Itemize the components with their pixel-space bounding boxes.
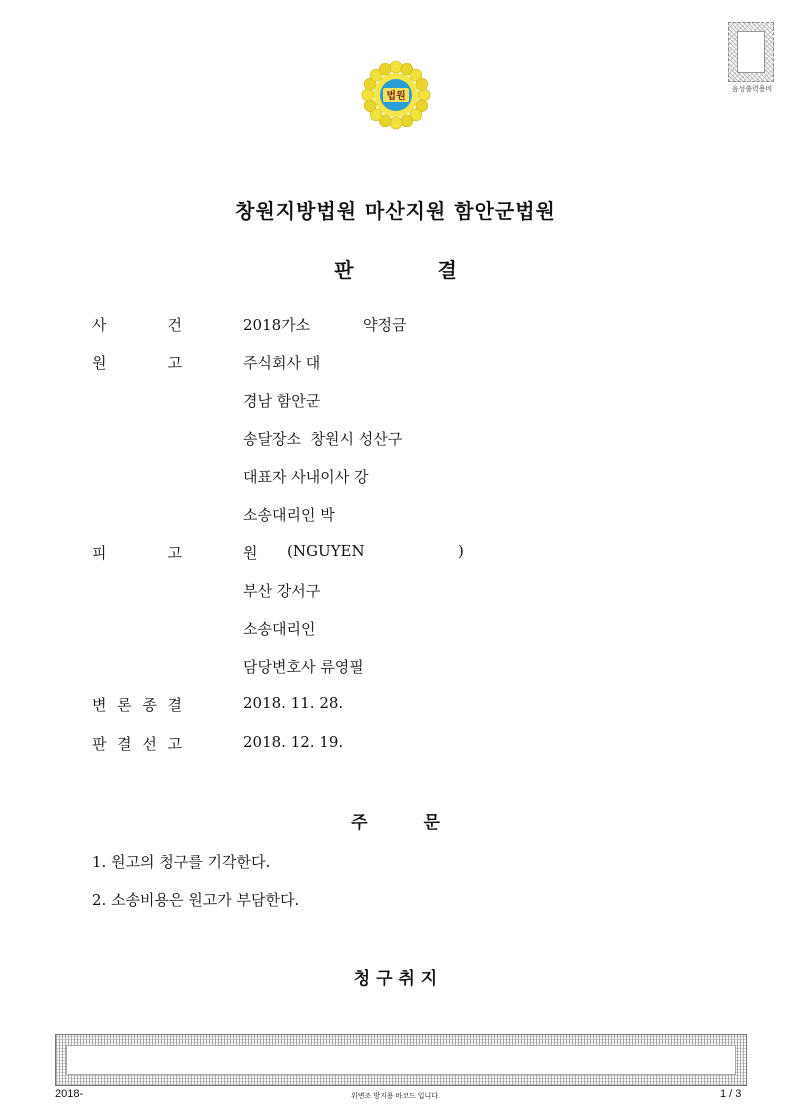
- anti-forgery-barcode: [55, 1034, 747, 1086]
- closing-date: 2018. 11. 28.: [243, 694, 344, 712]
- claim-heading: 청 구 취 지: [353, 969, 438, 989]
- case-type: 약정금: [363, 316, 407, 334]
- label-pronounce: 판 결 선 고: [92, 735, 182, 753]
- defendant-line: 담당변호사 류영필: [243, 658, 364, 676]
- emblem-text: 법원: [386, 91, 406, 102]
- footer-case-number: 2018-: [55, 1088, 84, 1100]
- pronounce-date: 2018. 12. 19.: [243, 733, 344, 751]
- court-emblem-icon: [358, 55, 434, 131]
- court-name: 창원지방법원 마산지원 함안군법원: [235, 199, 556, 223]
- title-char-2: 결: [437, 258, 457, 282]
- judgment-title: [0, 254, 791, 283]
- defendant-line: 부산 강서구: [243, 582, 321, 600]
- plaintiff-line: 송달장소 창원시 성산구: [243, 430, 403, 448]
- plaintiff-line: 주식회사 대: [243, 354, 321, 372]
- order-heading: 주 문: [351, 813, 440, 833]
- label-closing: 변 론 종 결: [92, 696, 182, 714]
- label-case: 사 건: [92, 316, 182, 334]
- order-item: 1. 원고의 청구를 기각한다.: [92, 853, 271, 871]
- defendant-paren-close: ): [458, 542, 464, 560]
- label-plaintiff: 원 고: [92, 354, 182, 372]
- defendant-line: 소송대리인: [243, 620, 316, 638]
- footer-barcode-note: 위변조 방지용 바코드 입니다.: [351, 1093, 440, 1100]
- barcode-caption: 음성출력용비: [731, 85, 773, 93]
- page-number: 1 / 3: [720, 1088, 742, 1100]
- plaintiff-line: 경남 함안군: [243, 392, 321, 410]
- barcode-stamp-box: [728, 22, 774, 82]
- case-number: 2018가소: [243, 316, 311, 334]
- title-char-1: 판: [334, 258, 354, 282]
- plaintiff-line: 대표자 사내이사 강: [243, 468, 369, 486]
- order-item: 2. 소송비용은 원고가 부담한다.: [92, 891, 300, 909]
- defendant-name: 원: [243, 544, 258, 562]
- label-defendant: 피 고: [92, 544, 182, 562]
- defendant-paren-open: (NGUYEN: [287, 542, 365, 560]
- plaintiff-line: 소송대리인 박: [243, 506, 335, 524]
